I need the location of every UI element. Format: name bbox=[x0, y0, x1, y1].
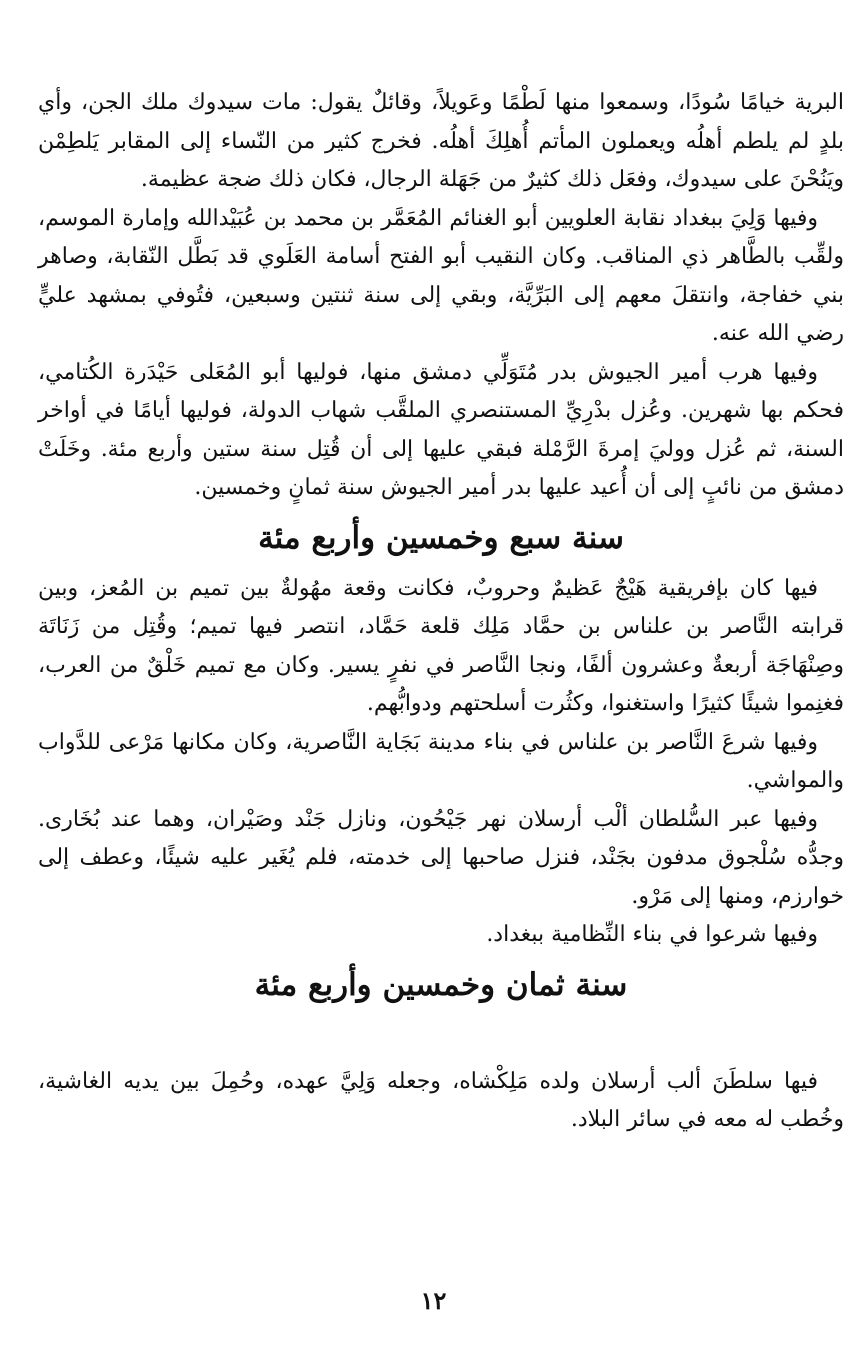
paragraph-damascus: وفيها هرب أمير الجيوش بدر مُتَوَلِّي دمشق منها، فوليها أبو المُعَلى حَيْدَرة الكُتامي، فحكم بها شهرين. وعُزل بدْرِيِّ المستنصري الملقَّب شهاب الدولة، فوليها أيامًا في أواخر السنة، ثم عُزل ووليَ إمرةَ الرَّمْلة فبقي عليها إلى أن قُتِل سنة ستين وأربع مئة. وخَلَتْ دمشق من نائبٍ إلى أن أُعيد عليها بدر أمير الجيوش سنة ثمانٍ وخمسين. bbox=[38, 359, 844, 500]
paragraph-naqaba: وفيها وَلِيَ ببغداد نقابة العلويين أبو الغنائم المُعَمَّر بن محمد بن عُبَيْدالله وإمارة الموسم، ولقِّب بالطَّاهر ذي المناقب. وكان النقيب أبو الفتح أسامة العَلَوي قد بَطَّل النّقابة، وصاهر بني خفاجة، وانتقلَ معهم إلى البَرِّيَّة، وبقي إلى سنة ثنتين وسبعين، فتُوفي بمشهد عليٍّ رضي الله عنه. bbox=[38, 205, 844, 346]
section-heading-457: سنة سبع وخمسين وأربع مئة bbox=[258, 519, 624, 556]
page-number: ١٢ bbox=[420, 1286, 447, 1315]
paragraph-alp-arslan: وفيها عبر السُّلطان ألْب أرسلان نهر جَيْحُون، ونازل جَنْد وصَيْران، وهما عند بُخَارى. وجدُّه سُلْجوق مدفون بجَنْد، فنزل صاحبها إلى خدمته، فلم يُغَير عليه شيئًا، وعطف إلى خوارزم، ومنها إلى مَرْو. bbox=[38, 806, 844, 909]
book-page bbox=[38, 84, 844, 1140]
paragraph-continuation: البرية خيامًا سُودًا، وسمعوا منها لَطْمًا وعَويلاً، وقائلٌ يقول: مات سيدوك ملك الجن، وأي بلدٍ لم يلطم أهلُه ويعملون المأتم أُهلِكَ أهلُه. فخرج كثير من النّساء إلى المقابر يَلطِمْن ويَنُحْنَ على سيدوك، وفعَل ذلك كثيرٌ من جَهَلة الرجال، فكان ذلك ضجة عظيمة. bbox=[38, 90, 844, 192]
paragraph-ifriqiya: فيها كان بإفريقية هَيْجٌ عَظيمٌ وحروبٌ، فكانت وقعة مهُولةٌ بين تميم بن المُعز، وبين قرابته النَّاصر بن علناس بن حمَّاد مَلِك قلعة حَمَّاد، انتصر فيها تميم؛ وقُتِل من زَنَاتَة وصِنْهَاجَة أربعةٌ وعشرون ألفًا، ونجا النَّاصر في نفرٍ يسير. وكان مع تميم خَلْقٌ من العرب، فغنِموا شيئًا كثيرًا واستغنوا، وكثُرت أسلحتهم ودوابُّهم. bbox=[38, 575, 844, 716]
section-heading-458: سنة ثمان وخمسين وأربع مئة bbox=[254, 966, 628, 1003]
paragraph-nizamiyya: وفيها شرعوا في بناء النِّظامية ببغداد. bbox=[486, 922, 818, 947]
paragraph-bijaya: وفيها شرعَ النَّاصر بن علناس في بناء مدينة بَجَاية النَّاصرية، وكان مكانها مَرْعى للدَّواب والمواشي. bbox=[38, 729, 844, 793]
paragraph-malikshah: فيها سلطَنَ ألب أرسلان ولده مَلِكْشاه، وجعله وَلِيَّ عهده، وحُمِلَ بين يديه الغاشية، وخُطب له معه في سائر البلاد. bbox=[38, 1068, 844, 1132]
